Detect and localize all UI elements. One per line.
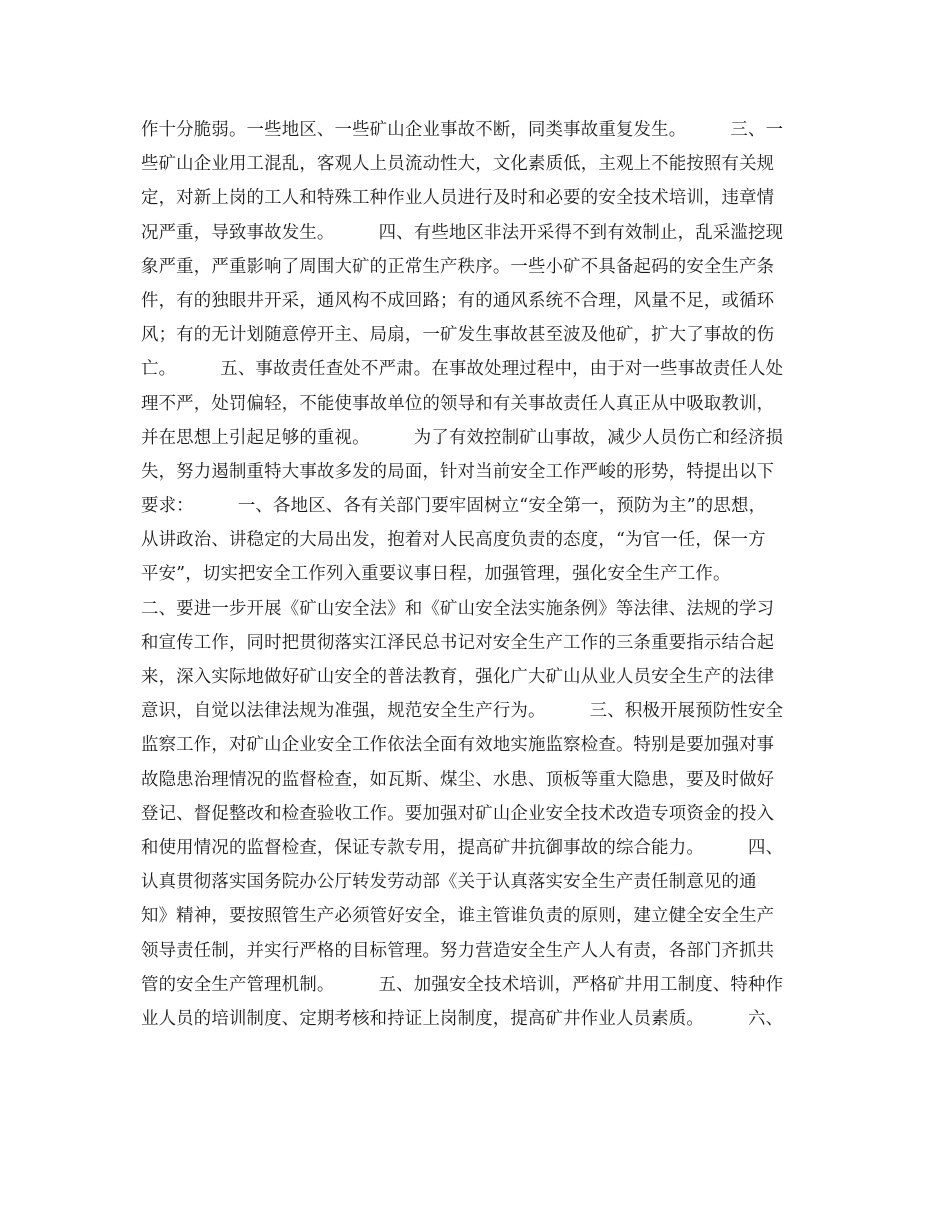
- text-line: 二、要进一步开展《矿山安全法》和《矿山安全法实施条例》等法律、法规的学习: [141, 598, 775, 619]
- text-line: 些矿山企业用工混乱，客观人上员流动性大，文化素质低，主观上不能按照有关规: [141, 154, 775, 175]
- text-line: 管的安全生产管理机制。 五、加强安全技术培训，严格矿井用工制度、特种作: [141, 974, 784, 995]
- text-line: 认真贯彻落实国务院办公厅转发劳动部《关于认真落实安全生产责任制意见的通: [141, 872, 757, 893]
- text-line: 来，深入实际地做好矿山安全的普法教育，强化广大矿山从业人员安全生产的法律: [141, 667, 775, 687]
- text-line: 登记、督促整改和检查验收工作。要加强对矿山企业安全技术改造专项资金的投入: [141, 803, 775, 824]
- text-line: 要求： 一、各地区、各有关部门要牢固树立“安全第一，预防为主”的思想，: [141, 496, 767, 517]
- text-line: 知》精神，要按照管生产必须管好安全，谁主管谁负责的原则，建立健全安全生产: [141, 906, 775, 927]
- text-line: 理不严，处罚偏轻，不能使事故单位的领导和有关事故责任人真正从中吸取教训，: [141, 393, 775, 414]
- text-line: 象严重，严重影响了周围大矿的正常生产秩序。一些小矿不具备起码的安全生产条: [141, 256, 775, 277]
- text-line: 风；有的无计划随意停开主、局扇，一矿发生事故甚至波及他矿，扩大了事故的伤: [141, 325, 775, 346]
- text-line: 监察工作，对矿山企业安全工作依法全面有效地实施监察检查。特别是要加强对事: [141, 735, 775, 756]
- text-line: 意识，自觉以法律法规为准强，规范安全生产行为。 三、积极开展预防性安全: [141, 701, 784, 722]
- text-line: 失，努力遏制重特大事故多发的局面，针对当前安全工作严峻的形势，特提出以下: [141, 461, 775, 482]
- text-line: 定，对新上岗的工人和特殊工种作业人员进行及时和必要的安全技术培训，违章情: [141, 188, 775, 209]
- text-line: 亡。 五、事故责任查处不严肃。在事故处理过程中，由于对一些事故责任人处: [141, 359, 784, 380]
- text-line: 作十分脆弱。一些地区、一些矿山企业事故不断，同类事故重复发生。 三、一: [141, 120, 784, 140]
- text-line: 和使用情况的监督检查，保证专款专用，提高矿井抗御事故的综合能力。 四、: [141, 837, 784, 858]
- text-line: 和宣传工作，同时把贯彻落实江泽民总书记对安全生产工作的三条重要指示结合起: [141, 632, 775, 653]
- text-line: 领导责任制，并实行严格的目标管理。努力营造安全生产人人有责，各部门齐抓共: [141, 940, 775, 961]
- body-text: [141, 113, 821, 1036]
- text-line: 并在思想上引起足够的重视。 为了有效控制矿山事故，减少人员伤亡和经济损: [141, 427, 784, 448]
- text-line: 业人员的培训制度、定期考核和持证上岗制度，提高矿井作业人员素质。 六、: [141, 1008, 784, 1029]
- text-line: 从讲政治、讲稳定的大局出发，抱着对人民高度负责的态度，“为官一任，保一方: [141, 530, 766, 551]
- text-line: 平安”，切实把安全工作列入重要议事日程，加强管理，强化安全生产工作。: [141, 564, 775, 585]
- text-line: 件，有的独眼井开采，通风构不成回路；有的通风系统不合理，风量不足，或循环: [141, 290, 775, 311]
- text-line: 故隐患治理情况的监督检查，如瓦斯、煤尘、水患、顶板等重大隐患，要及时做好: [141, 769, 775, 790]
- text-line: 况严重，导致事故发生。 四、有些地区非法开采得不到有效制止，乱采滥挖现: [141, 222, 784, 243]
